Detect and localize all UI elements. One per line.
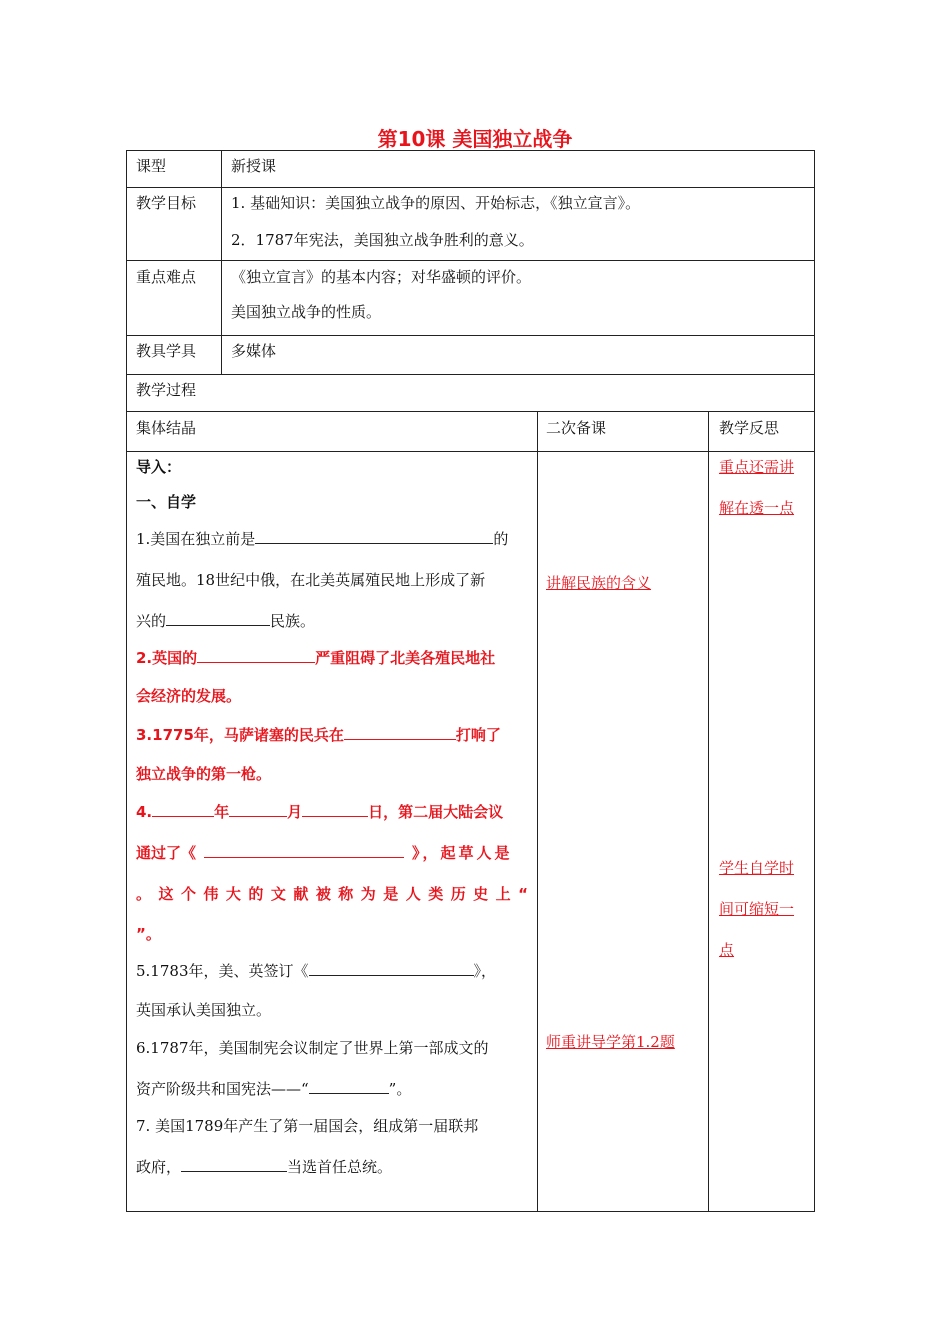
process-label: 教学过程 bbox=[136, 381, 197, 399]
second-prep-note-1: 讲解民族的含义 bbox=[546, 574, 652, 592]
column-header-collective: 集体结晶 bbox=[136, 419, 197, 437]
question-2-line-1: 2.英国的 严重阻碍了北美各殖民地社 bbox=[136, 649, 496, 667]
row-divider bbox=[126, 411, 815, 412]
tools-value: 多媒体 bbox=[231, 342, 277, 360]
goal-label: 教学目标 bbox=[136, 194, 197, 212]
question-4-line-1: 4. 年 月 日，第二届大陆会议 bbox=[136, 803, 504, 821]
row-divider bbox=[126, 451, 815, 452]
row-divider bbox=[126, 374, 815, 375]
question-4-line-4: ”。 bbox=[136, 925, 161, 943]
question-5-line-2: 英国承认美国独立。 bbox=[136, 1001, 272, 1019]
question-3-line-2: 独立战争的第一枪。 bbox=[136, 765, 272, 783]
second-prep-note-2: 师重讲导学第1.2题 bbox=[546, 1033, 675, 1051]
intro-heading: 导入： bbox=[136, 458, 182, 476]
page-title: 第10课 美国独立战争 bbox=[377, 127, 573, 151]
column-header-reflection: 教学反思 bbox=[719, 419, 780, 437]
question-4-line-2: 通过了《 》，起草人是 bbox=[136, 844, 513, 862]
question-5-line-1: 5.1783年，美、英签订《 》， bbox=[136, 962, 497, 980]
question-6-line-1: 6.1787年，美国制宪会议制定了世界上第一部成文的 bbox=[136, 1039, 489, 1057]
row-divider bbox=[126, 187, 815, 188]
key-label: 重点难点 bbox=[136, 268, 197, 286]
column-divider bbox=[537, 411, 538, 1212]
question-3-line-1: 3.1775年，马萨诸塞的民兵在 打响了 bbox=[136, 726, 501, 744]
column-divider bbox=[221, 150, 222, 374]
reflection-note-1-line-2: 解在透一点 bbox=[719, 499, 795, 517]
section-heading: 一、自学 bbox=[136, 493, 197, 511]
question-1-line-3: 兴的 民族。 bbox=[136, 612, 316, 630]
question-7-line-1: 7. 美国1789年产生了第一届国会，组成第一届联邦 bbox=[136, 1117, 479, 1135]
question-7-line-2: 政府， 当选首任总统。 bbox=[136, 1158, 393, 1176]
type-label: 课型 bbox=[136, 157, 167, 175]
question-2-line-2: 会经济的发展。 bbox=[136, 687, 242, 705]
row-divider bbox=[126, 260, 815, 261]
type-value: 新授课 bbox=[231, 157, 277, 175]
reflection-note-2-line-1: 学生自学时 bbox=[719, 859, 795, 877]
reflection-note-1-line-1: 重点还需讲 bbox=[719, 458, 795, 476]
question-1-line-1: 1.美国在独立前是 的 bbox=[136, 530, 509, 548]
tools-label: 教具学具 bbox=[136, 342, 197, 360]
goal-item-2: 2．1787年宪法，美国独立战争胜利的意义。 bbox=[231, 231, 534, 249]
key-item-1: 《独立宣言》的基本内容；对华盛顿的评价。 bbox=[231, 268, 532, 286]
question-1-line-2: 殖民地。18世纪中俄，在北美英属殖民地上形成了新 bbox=[136, 571, 486, 589]
key-item-2: 美国独立战争的性质。 bbox=[231, 303, 382, 321]
question-4-line-3: 。这个伟大的文献被称为是人类历史上“ bbox=[136, 885, 528, 903]
goal-item-1: 1. 基础知识：美国独立战争的原因、开始标志，《独立宣言》。 bbox=[231, 194, 641, 212]
column-divider bbox=[708, 411, 709, 1212]
question-6-line-2: 资产阶级共和国宪法——“ ”。 bbox=[136, 1080, 412, 1098]
column-header-second-prep: 二次备课 bbox=[546, 419, 607, 437]
reflection-note-2-line-2: 间可缩短一 bbox=[719, 900, 795, 918]
reflection-note-2-line-3: 点 bbox=[719, 941, 735, 959]
row-divider bbox=[126, 335, 815, 336]
